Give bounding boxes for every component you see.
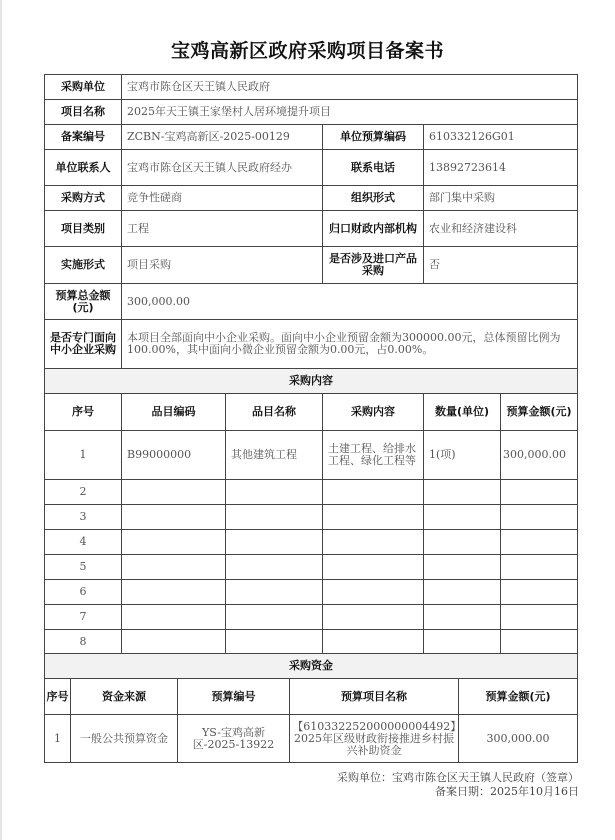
content-cell bbox=[323, 480, 424, 505]
content-cell bbox=[323, 580, 424, 605]
funding-source-cell: 一般公共预算资金 bbox=[71, 715, 178, 763]
funding-header-budget-no: 预算编号 bbox=[178, 679, 290, 715]
import-label: 是否涉及进口产品采购 bbox=[323, 247, 424, 284]
footer-date: 备案日期：2025年10月16日 bbox=[435, 785, 579, 798]
dept-value: 农业和经济建设科 bbox=[424, 211, 578, 247]
content-header-qty: 数量(单位) bbox=[424, 394, 501, 431]
content-header-code: 品目编码 bbox=[122, 394, 226, 431]
qty-cell bbox=[424, 505, 501, 530]
table-row bbox=[45, 580, 578, 605]
org-form-label: 组织形式 bbox=[323, 186, 424, 211]
name-cell bbox=[226, 530, 323, 555]
amount-cell bbox=[501, 630, 578, 655]
funding-header-source: 资金来源 bbox=[71, 679, 178, 715]
info-row-total bbox=[45, 284, 578, 320]
qty-cell bbox=[424, 580, 501, 605]
code-cell bbox=[122, 630, 226, 655]
info-row-sme bbox=[45, 320, 578, 369]
table-row bbox=[45, 431, 578, 480]
name-cell bbox=[226, 480, 323, 505]
info-row-filing bbox=[45, 125, 578, 150]
project-name-value: 2025年天王镇王家堡村人居环境提升项目 bbox=[122, 100, 578, 125]
name-cell bbox=[226, 580, 323, 605]
content-cell: 土建工程、给排水工程、绿化工程等 bbox=[323, 431, 424, 480]
info-row-method bbox=[45, 186, 578, 211]
info-row-procurement-unit bbox=[45, 75, 578, 100]
impl-value: 项目采购 bbox=[122, 247, 323, 284]
content-header-seq: 序号 bbox=[45, 394, 122, 431]
method-label: 采购方式 bbox=[45, 186, 122, 211]
table-row bbox=[45, 715, 578, 763]
qty-cell bbox=[424, 555, 501, 580]
amount-cell bbox=[501, 580, 578, 605]
content-cell bbox=[323, 605, 424, 630]
info-row-impl bbox=[45, 247, 578, 284]
funding-seq-cell: 1 bbox=[45, 715, 71, 763]
amount-cell bbox=[501, 505, 578, 530]
seq-cell: 4 bbox=[45, 530, 122, 555]
budget-code-label: 单位预算编码 bbox=[323, 125, 424, 150]
qty-cell: 1(项) bbox=[424, 431, 501, 480]
code-cell bbox=[122, 580, 226, 605]
amount-cell bbox=[501, 555, 578, 580]
code-cell bbox=[122, 480, 226, 505]
content-cell bbox=[323, 555, 424, 580]
funding-section-title: 采购资金 bbox=[45, 654, 578, 679]
funding-table bbox=[44, 653, 578, 763]
info-row-project-name bbox=[45, 100, 578, 125]
content-section-row bbox=[45, 369, 578, 394]
amount-cell bbox=[501, 605, 578, 630]
phone-label: 联系电话 bbox=[323, 150, 424, 186]
filing-no-label: 备案编号 bbox=[45, 125, 122, 150]
funding-header-amount: 预算金额(元) bbox=[459, 679, 578, 715]
code-cell bbox=[122, 555, 226, 580]
contact-value: 宝鸡市陈仓区天王镇人民政府经办 bbox=[122, 150, 323, 186]
procurement-unit-label: 采购单位 bbox=[45, 75, 122, 100]
content-cell bbox=[323, 505, 424, 530]
qty-cell bbox=[424, 530, 501, 555]
phone-value: 13892723614 bbox=[424, 150, 578, 186]
contact-label: 单位联系人 bbox=[45, 150, 122, 186]
info-table bbox=[44, 74, 578, 394]
procurement-unit-value: 宝鸡市陈仓区天王镇人民政府 bbox=[122, 75, 578, 100]
org-form-value: 部门集中采购 bbox=[424, 186, 578, 211]
sme-value: 本项目全部面向中小企业采购。面向中小企业预留金额为300000.00元，总体预留比例为100.00%，其中面向小微企业预留金额为0.00元，占0.00%。 bbox=[122, 320, 578, 369]
dept-label: 归口财政内部机构 bbox=[323, 211, 424, 247]
total-label: 预算总金额(元) bbox=[45, 284, 122, 320]
import-value: 否 bbox=[424, 247, 578, 284]
code-cell: B99000000 bbox=[122, 431, 226, 480]
content-header-content: 采购内容 bbox=[323, 394, 424, 431]
funding-header-row bbox=[45, 679, 578, 715]
budget-code-value: 610332126G01 bbox=[424, 125, 578, 150]
table-row bbox=[45, 505, 578, 530]
content-cell bbox=[323, 630, 424, 655]
sme-label: 是否专门面向中小企业采购 bbox=[45, 320, 122, 369]
seq-cell: 5 bbox=[45, 555, 122, 580]
seq-cell: 6 bbox=[45, 580, 122, 605]
seq-cell: 2 bbox=[45, 480, 122, 505]
info-row-contact bbox=[45, 150, 578, 186]
impl-label: 实施形式 bbox=[45, 247, 122, 284]
funding-budget-no-cell: YS-宝鸡高新区-2025-13922 bbox=[178, 715, 290, 763]
table-row bbox=[45, 530, 578, 555]
name-cell: 其他建筑工程 bbox=[226, 431, 323, 480]
project-name-label: 项目名称 bbox=[45, 100, 122, 125]
amount-cell: 300,000.00 bbox=[501, 431, 578, 480]
document-title: 宝鸡高新区政府采购项目备案书 bbox=[170, 40, 444, 62]
seq-cell: 8 bbox=[45, 630, 122, 655]
qty-cell bbox=[424, 605, 501, 630]
category-value: 工程 bbox=[122, 211, 323, 247]
code-cell bbox=[122, 530, 226, 555]
content-cell bbox=[323, 530, 424, 555]
name-cell bbox=[226, 605, 323, 630]
amount-cell bbox=[501, 530, 578, 555]
table-row bbox=[45, 480, 578, 505]
content-header-row bbox=[45, 394, 578, 431]
filing-no-value: ZCBN-宝鸡高新区-2025-00129 bbox=[122, 125, 323, 150]
content-table bbox=[44, 393, 578, 655]
seq-cell: 7 bbox=[45, 605, 122, 630]
total-value: 300,000.00 bbox=[122, 284, 578, 320]
qty-cell bbox=[424, 480, 501, 505]
funding-header-project: 预算项目名称 bbox=[290, 679, 459, 715]
funding-project-cell: 【610332252000000004492】2025年区级财政衔接推进乡村振兴补助资金 bbox=[290, 715, 459, 763]
table-row bbox=[45, 555, 578, 580]
funding-header-seq: 序号 bbox=[45, 679, 71, 715]
method-value: 竞争性磋商 bbox=[122, 186, 323, 211]
name-cell bbox=[226, 505, 323, 530]
content-header-name: 品目名称 bbox=[226, 394, 323, 431]
funding-section-row bbox=[45, 654, 578, 679]
code-cell bbox=[122, 605, 226, 630]
content-section-title: 采购内容 bbox=[45, 369, 578, 394]
name-cell bbox=[226, 630, 323, 655]
qty-cell bbox=[424, 630, 501, 655]
info-row-category bbox=[45, 211, 578, 247]
page-edge bbox=[0, 0, 2, 840]
footer-signature: 采购单位：宝鸡市陈仓区天王镇人民政府（签章） bbox=[337, 771, 579, 784]
name-cell bbox=[226, 555, 323, 580]
content-header-amount: 预算金额(元) bbox=[501, 394, 578, 431]
seq-cell: 3 bbox=[45, 505, 122, 530]
seq-cell: 1 bbox=[45, 431, 122, 480]
code-cell bbox=[122, 505, 226, 530]
table-row bbox=[45, 605, 578, 630]
funding-amount-cell: 300,000.00 bbox=[459, 715, 578, 763]
category-label: 项目类别 bbox=[45, 211, 122, 247]
table-row bbox=[45, 630, 578, 655]
amount-cell bbox=[501, 480, 578, 505]
